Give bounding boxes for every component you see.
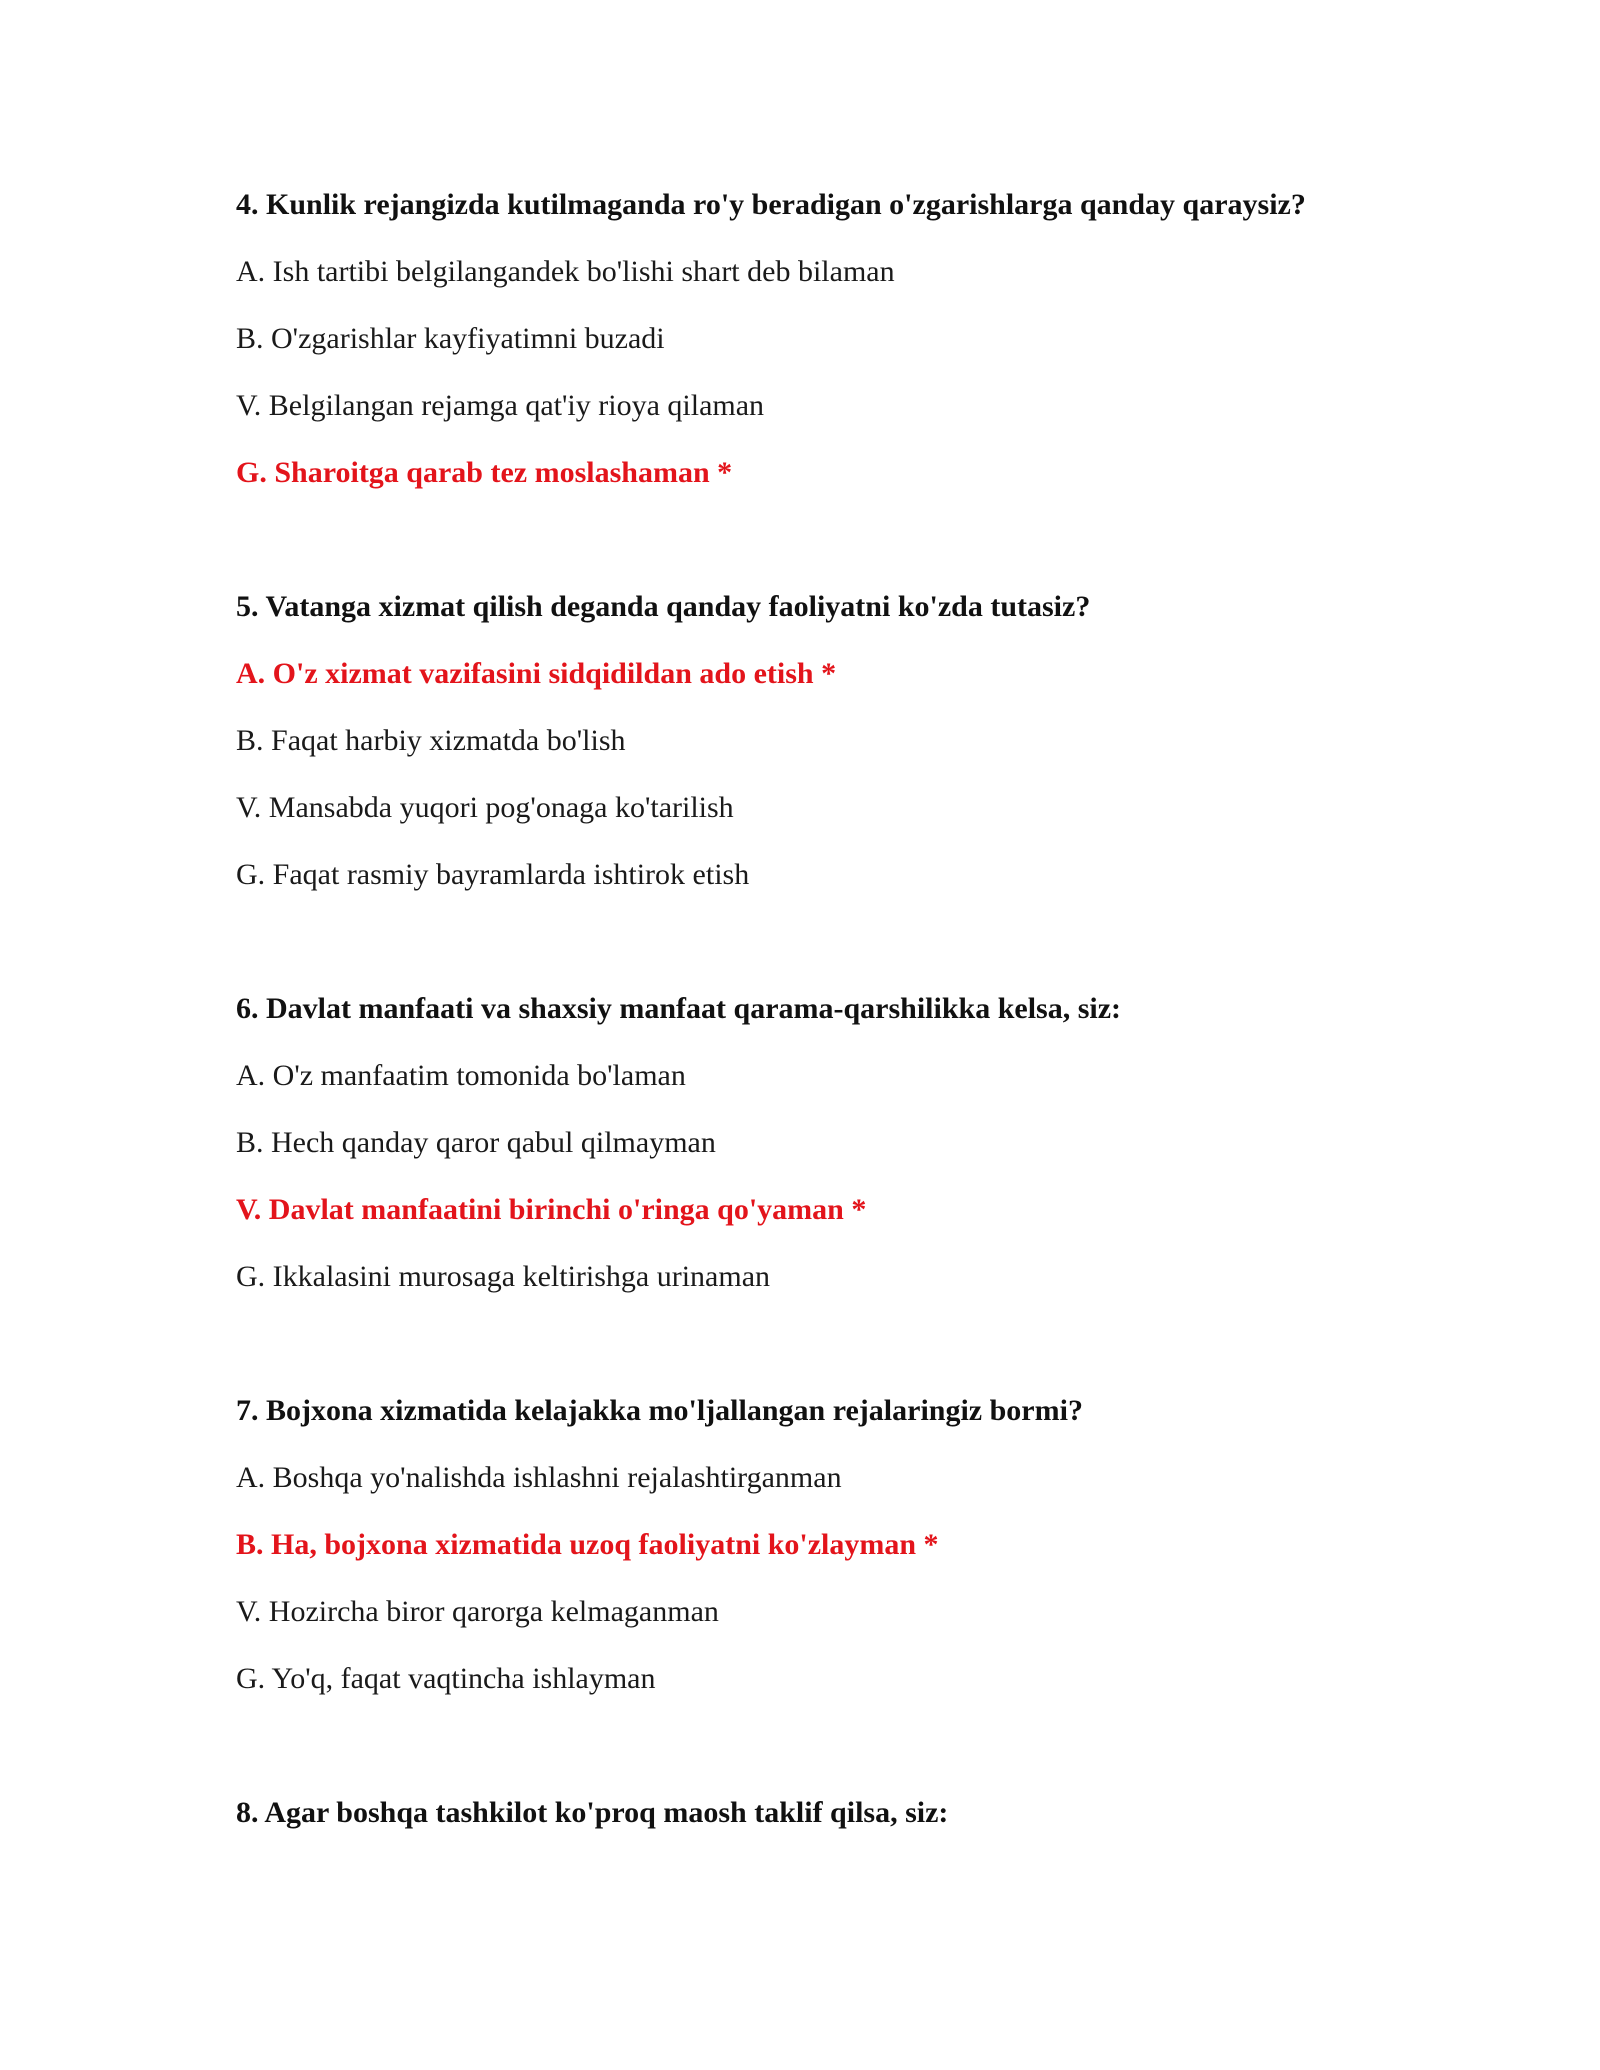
answer-option-5b: B. Faqat harbiy xizmatda bo'lish <box>236 724 626 757</box>
answer-option-6g: G. Ikkalasini murosaga keltirishga urinaman <box>236 1260 771 1293</box>
correct-answer-5a: A. O'z xizmat vazifasini sidqidildan ado etish * <box>236 657 837 690</box>
question-6: 6. Davlat manfaati va shaxsiy manfaat qarama-qarshilikka kelsa, siz: <box>236 992 1122 1025</box>
correct-answer-7b: B. Ha, bojxona xizmatida uzoq faoliyatni ko'zlayman * <box>236 1528 939 1561</box>
correct-answer-6v: V. Davlat manfaatini birinchi o'ringa qo'yaman * <box>236 1193 867 1226</box>
answer-option-7v: V. Hozircha biror qarorga kelmaganman <box>236 1595 719 1628</box>
question-7: 7. Bojxona xizmatida kelajakka mo'ljallangan rejalaringiz bormi? <box>236 1394 1083 1427</box>
answer-option-5v: V. Mansabda yuqori pog'onaga ko'tarilish <box>236 791 734 824</box>
answer-option-7a: A. Boshqa yo'nalishda ishlashni rejalashtirganman <box>236 1461 842 1494</box>
answer-option-6a: A. O'z manfaatim tomonida bo'laman <box>236 1059 686 1092</box>
answer-option-7g: G. Yo'q, faqat vaqtincha ishlayman <box>236 1662 656 1695</box>
question-8: 8. Agar boshqa tashkilot ko'proq maosh taklif qilsa, siz: <box>236 1796 949 1829</box>
answer-option-5g: G. Faqat rasmiy bayramlarda ishtirok etish <box>236 858 750 891</box>
answer-option-6b: B. Hech qanday qaror qabul qilmayman <box>236 1126 716 1159</box>
question-4: 4. Kunlik rejangizda kutilmaganda ro'y beradigan o'zgarishlarga qanday qaraysiz? <box>236 188 1306 221</box>
answer-option-4b: B. O'zgarishlar kayfiyatimni buzadi <box>236 322 665 355</box>
question-5: 5. Vatanga xizmat qilish deganda qanday faoliyatni ko'zda tutasiz? <box>236 590 1091 623</box>
answer-option-4v: V. Belgilangan rejamga qat'iy rioya qilaman <box>236 389 765 422</box>
answer-option-4a: A. Ish tartibi belgilangandek bo'lishi shart deb bilaman <box>236 255 895 288</box>
correct-answer-4g: G. Sharoitga qarab tez moslashaman * <box>236 456 733 489</box>
